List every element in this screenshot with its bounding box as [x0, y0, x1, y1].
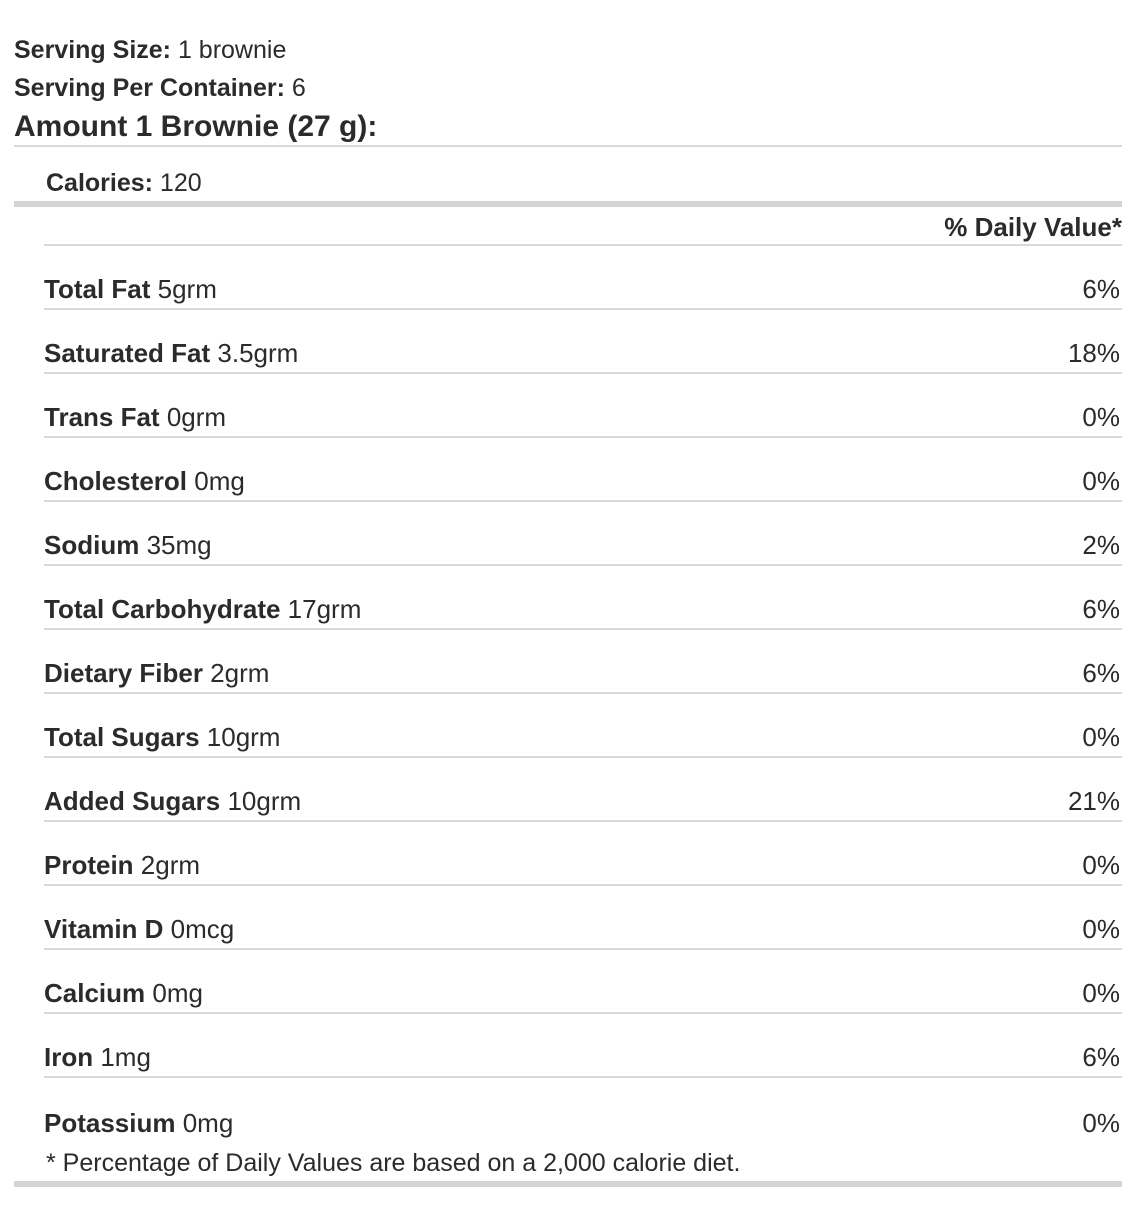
nutrient-daily-value: 2% — [1082, 530, 1120, 560]
nutrient-name: Total Carbohydrate — [44, 594, 281, 624]
footnote: * Percentage of Daily Values are based on a 2,000 calorie diet. — [46, 1149, 741, 1177]
nutrient-name-amount — [44, 464, 245, 498]
nutrient-daily-value: 6% — [1082, 1042, 1120, 1072]
nutrient-name: Cholesterol — [44, 466, 188, 496]
serving-size — [14, 35, 286, 65]
nutrient-name: Iron — [44, 1042, 94, 1072]
divider — [14, 145, 1122, 147]
nutrient-daily-value: 0% — [1082, 722, 1120, 752]
nutrient-list — [44, 246, 1122, 1142]
nutrient-name-amount — [44, 528, 212, 562]
nutrient-row — [44, 246, 1122, 310]
nutrient-daily-value: 6% — [1082, 594, 1120, 624]
nutrient-daily-value: 0% — [1082, 1108, 1120, 1138]
nutrient-row — [44, 758, 1122, 822]
nutrient-daily-value: 0% — [1082, 402, 1120, 432]
servings-per-container-label: Serving Per Container: — [14, 74, 285, 102]
nutrient-row — [44, 886, 1122, 950]
nutrient-name: Dietary Fiber — [44, 658, 203, 688]
nutrient-amount: 10grm — [220, 786, 302, 816]
calories-value: 120 — [152, 169, 202, 197]
nutrient-row — [44, 502, 1122, 566]
nutrient-daily-value: 0% — [1082, 850, 1120, 880]
nutrient-amount: 0mcg — [163, 914, 235, 944]
nutrient-name-amount — [44, 656, 269, 690]
nutrient-daily-value: 0% — [1082, 466, 1120, 496]
nutrient-row — [44, 630, 1122, 694]
nutrient-daily-value: 0% — [1082, 978, 1120, 1008]
nutrient-name: Saturated Fat — [44, 338, 211, 368]
nutrient-name: Potassium — [44, 1108, 176, 1138]
nutrient-row — [44, 1014, 1122, 1078]
nutrient-name-amount — [44, 272, 217, 306]
nutrient-name: Trans Fat — [44, 402, 160, 432]
nutrient-name: Calcium — [44, 978, 146, 1008]
nutrient-name-amount — [44, 592, 361, 626]
nutrient-row — [44, 438, 1122, 502]
nutrient-row — [44, 822, 1122, 886]
nutrient-row — [44, 374, 1122, 438]
nutrient-daily-value: 6% — [1082, 274, 1120, 304]
amount-per-serving-heading: Amount 1 Brownie (27 g): — [14, 110, 378, 143]
nutrient-amount: 2grm — [202, 658, 270, 688]
nutrient-amount: 1mg — [93, 1042, 151, 1072]
nutrient-name: Protein — [44, 850, 134, 880]
nutrient-name: Vitamin D — [44, 914, 164, 944]
nutrient-name-amount — [44, 336, 298, 370]
nutrient-name-amount — [44, 848, 200, 882]
nutrient-daily-value: 6% — [1082, 658, 1120, 688]
nutrient-name: Added Sugars — [44, 786, 221, 816]
calories-label: Calories: — [46, 169, 153, 197]
nutrient-amount: 3.5grm — [210, 338, 299, 368]
nutrient-name-amount — [44, 400, 226, 434]
nutrient-row — [44, 310, 1122, 374]
nutrient-amount: 35mg — [139, 530, 212, 560]
serving-size-label: Serving Size: — [14, 36, 171, 64]
nutrient-row — [44, 694, 1122, 758]
nutrient-name-amount — [44, 912, 234, 946]
nutrient-daily-value: 18% — [1067, 338, 1120, 368]
bottom-divider — [14, 1181, 1122, 1187]
nutrient-amount: 0grm — [159, 402, 227, 432]
nutrient-name: Total Fat — [44, 274, 151, 304]
daily-value-header: % Daily Value* — [944, 212, 1122, 242]
nutrient-amount: 10grm — [199, 722, 281, 752]
serving-size-value: 1 brownie — [171, 36, 287, 64]
nutrient-daily-value: 21% — [1067, 786, 1120, 816]
nutrient-row — [44, 950, 1122, 1014]
nutrient-name-amount — [44, 976, 203, 1010]
nutrient-amount: 0mg — [145, 978, 203, 1008]
nutrient-amount: 0mg — [175, 1108, 234, 1138]
nutrient-row — [44, 566, 1122, 630]
nutrient-name-amount — [44, 784, 301, 818]
calories — [46, 167, 202, 199]
servings-per-container-value: 6 — [284, 74, 306, 102]
calories-divider — [14, 201, 1122, 207]
nutrient-amount: 2grm — [133, 850, 201, 880]
nutrient-name-amount — [44, 1106, 233, 1140]
nutrient-amount: 0mg — [187, 466, 245, 496]
nutrient-amount: 5grm — [150, 274, 217, 304]
nutrient-name: Sodium — [44, 530, 140, 560]
servings-per-container — [14, 73, 306, 103]
nutrient-name-amount — [44, 1040, 151, 1074]
nutrient-name: Total Sugars — [44, 722, 200, 752]
nutrient-daily-value: 0% — [1082, 914, 1120, 944]
nutrient-name-amount — [44, 720, 280, 754]
nutrient-amount: 17grm — [280, 594, 362, 624]
nutrient-row — [44, 1078, 1122, 1142]
